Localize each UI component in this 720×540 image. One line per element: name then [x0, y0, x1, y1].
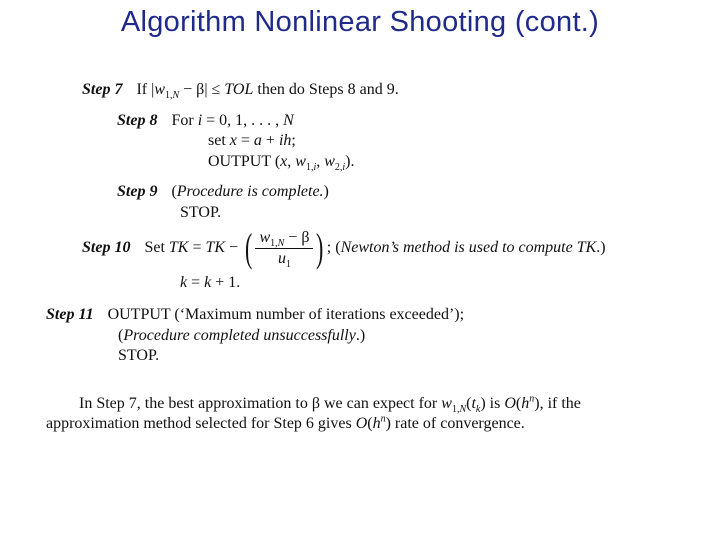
step-10-label: Step 10	[82, 239, 131, 256]
step-9-line: Step 9 (Procedure is complete.)	[117, 183, 329, 200]
step-7-line: Step 7 If $|w_{1,N} - \beta|$ ≤ TOL then do Steps 8 and 9.	[82, 81, 399, 101]
step-8-output-line: OUTPUT (x, $w_{1,i}$, $w_{2,i}$).	[208, 153, 355, 173]
explanation-paragraph: In Step 7, the best approximation to β we can expect for $w_{1,N}(t_k)$ is $O(h^n)$, if the approximation method selected for Step 6 gives $O(h^n)$ rate of convergence.	[46, 393, 581, 432]
step-11-output-text: OUTPUT (‘Maximum number of iterations exceeded’);	[107, 306, 465, 323]
step-8-line: Step 8 For i = 0, 1, . . . , N	[117, 112, 294, 129]
step-10-increment-line: k = k + 1.	[180, 274, 241, 291]
step-7-label: Step 7	[82, 81, 123, 98]
rate-tail: ) rate of convergence.	[385, 415, 525, 432]
step-9-stop-line: STOP.	[180, 204, 222, 221]
step-11-label: Step 11	[46, 306, 94, 323]
step-8-label: Step 8	[117, 112, 158, 129]
step-10-line: Step 10 Set TK = TK − ( $\frac{w_{1,N} - \beta}{u_1}$ ) ; (Newton’s method is used to compute TK.)	[82, 225, 606, 271]
step-11-procedure-line: (Procedure completed unsuccessfully.)	[118, 327, 366, 344]
step-11-line	[46, 305, 464, 325]
step-8-set-line: set x = a + ih;	[208, 132, 296, 149]
page-title: Algorithm Nonlinear Shooting (cont.)	[120, 6, 600, 38]
newton-fraction: $\frac{w_{1,N} - \beta}{u_1}$	[255, 228, 313, 269]
step-11-stop-line: STOP.	[118, 347, 160, 364]
step-9-label: Step 9	[117, 183, 158, 200]
